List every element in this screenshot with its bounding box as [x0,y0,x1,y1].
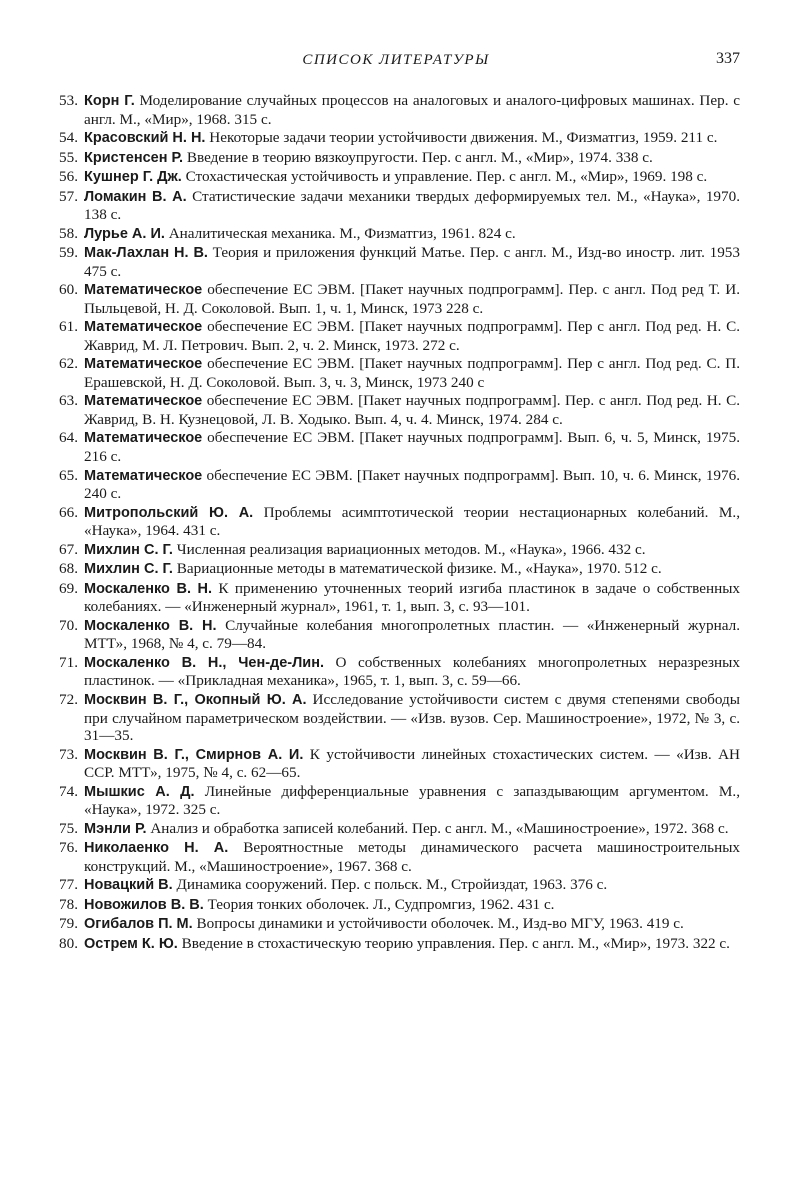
reference-entry [0,820,795,839]
reference-author: Математическое [84,393,203,410]
reference-text: Вариационные методы в математической физике. М., «Наука», 1970. 512 с. [176,560,662,578]
reference-text: Проблемы асимптотической теории нестационарных колебаний. М., «Наука», 1964. 431 с. [84,503,740,540]
reference-entry [0,149,795,168]
reference-number: 76. [59,839,78,857]
reference-author: Мышкис А. Д. [84,783,195,800]
reference-author: Математическое [84,319,203,336]
running-title: СПИСОК ЛИТЕРАТУРЫ [302,52,490,68]
reference-author: Математическое [84,430,203,447]
reference-text: Стохастическая устойчивость и управление. Пер. с англ. М., «Мир», 1969. 198 с. [185,168,708,186]
reference-author: Москвин В. Г., Смирнов А. И. [84,746,304,763]
reference-entry [0,691,795,745]
reference-text: Аналитическая механика. М., Физматгиз, 1961. 824 с. [168,224,516,242]
reference-author: Корн Г. [84,93,135,109]
reference-entry [0,429,795,465]
reference-text: Теория тонких оболочек. Л., Судпромгиз, 1962. 431 с. [207,895,555,913]
reference-number: 58. [59,224,78,242]
reference-text: О собственных колебаниях многопролетных неразрезных пластинок. — «Прикладная механика», 1965, т. 1, вып. 3, с. 59—66. [84,653,740,690]
reference-entry [0,541,795,560]
reference-entry [0,654,795,690]
reference-text: обеспечение ЕС ЭВМ. [Пакет научных подпрограмм]. Вып. 6, ч. 5, Минск, 1975. 216 с. [84,429,741,466]
reference-number: 63. [59,392,78,410]
reference-text: Вероятностные методы динамического расчета машиностроительных конструкций. М., «Машиностроение», 1967. 368 с. [84,839,740,875]
reference-number: 77. [59,876,78,894]
reference-text: Исследование устойчивости систем с двумя степенями свободы при случайном параметрическом воздействии. — «Изв. вузов. Сер. Машиностроение», 1972, № 3, с. 31—35. [84,690,740,745]
reference-text: обеспечение ЕС ЭВМ. [Пакет научных подпрограмм]. Пер. с англ. Под ред. Н. С. Жаврид, В. Н. Кузнецовой, Л. В. Ходыко. Вып. 4, ч. 4. Минск, 1974. 284 с. [84,392,740,428]
reference-author: Мак-Лахлан Н. В. [84,245,208,262]
reference-text: обеспечение ЕС ЭВМ. [Пакет научных подпрограмм]. Пер с англ. Под ред. С. П. Ерашевской, Н. Д. Соколовой. Вып. 3, ч. 3, Минск, 1973 240 с [84,355,740,391]
reference-author: Митропольский Ю. А. [84,504,254,521]
reference-text: Численная реализация вариационных методов. М., «Наука», 1966. 432 с. [176,540,646,558]
reference-entry [0,617,795,653]
reference-entry [0,188,795,224]
reference-number: 74. [59,782,78,800]
reference-text: Статистические задачи механики твердых деформируемых тел. М., «Наука», 1970. 138 с. [84,187,740,224]
reference-author: Кристенсен Р. [84,149,184,166]
reference-text: Анализ и обработка записей колебаний. Пер. с англ. М., «Машиностроение», 1972. 368 с. [150,819,729,837]
reference-number: 57. [59,187,78,205]
reference-number: 64. [59,429,78,447]
reference-entry [0,935,795,954]
reference-text: К применению уточненных теорий изгиба пластинок в задаче о собственных колебаниях. — «Инженерный журнал», 1961, т. 1, вып. 3, с. 93—101. [84,579,741,616]
reference-text: Моделирование случайных процессов на аналоговых и аналого-цифровых машинах. Пер. с англ. М., «Мир», 1968. 315 с. [84,92,740,128]
reference-author: Красовский Н. Н. [84,130,206,147]
reference-author: Математическое [84,356,203,373]
reference-entry [0,839,795,875]
reference-entry [0,560,795,579]
reference-number: 79. [59,915,78,933]
reference-text: Случайные колебания многопролетных пластин. — «Инженерный журнал. МТТ», 1968, № 4, с. 79—84. [84,616,740,653]
reference-entry [0,168,795,187]
reference-text: Теория и приложения функций Матье. Пер. с англ. М., Изд-во иностр. лит. 1953 475 с. [84,244,740,280]
reference-entry [0,876,795,895]
reference-entry [0,92,795,128]
reference-number: 68. [59,560,78,578]
reference-author: Острем К. Ю. [84,935,178,952]
reference-entry [0,244,795,280]
reference-number: 56. [59,168,78,186]
reference-author: Новожилов В. В. [84,896,204,913]
reference-entry [0,915,795,934]
reference-entry [0,225,795,244]
reference-number: 67. [59,540,78,558]
reference-number: 78. [59,895,78,913]
reference-entry [0,281,795,317]
reference-entry [0,896,795,915]
reference-entry [0,129,795,148]
reference-text: Некоторые задачи теории устойчивости движения. М., Физматгиз, 1959. 211 с. [209,129,718,147]
reference-author: Мэнли Р. [84,820,147,837]
reference-number: 55. [59,148,78,166]
reference-entry [0,318,795,354]
reference-author: Москвин В. Г., Окопный Ю. А. [84,691,307,708]
reference-text: Динамика сооружений. Пер. с польск. М., Стройиздат, 1963. 376 с. [176,876,608,894]
reference-text: Вопросы динамики и устойчивости оболочек. М., Изд-во МГУ, 1963. 419 с. [196,915,684,933]
reference-author: Лурье А. И. [84,225,165,242]
reference-number: 61. [59,318,78,336]
reference-entry [0,504,795,540]
reference-list [0,92,795,954]
reference-author: Москаленко В. Н., Чен-де-Лин. [84,654,325,671]
reference-number: 65. [59,466,78,484]
reference-text: Введение в теорию вязкоупругости. Пер. с англ. М., «Мир», 1974. 338 с. [186,148,653,166]
reference-entry [0,746,795,782]
page-header [52,50,740,74]
reference-entry [0,783,795,819]
reference-text: Линейные дифференциальные уравнения с запаздывающим аргументом. М., «Наука», 1972. 325 с. [84,782,741,819]
reference-number: 54. [59,129,78,147]
reference-number: 73. [59,745,78,763]
reference-number: 66. [59,503,78,521]
reference-author: Огибалов П. М. [84,916,193,933]
reference-entry [0,392,795,428]
reference-text: Введение в стохастическую теорию управления. Пер. с англ. М., «Мир», 1973. 322 с. [181,934,730,952]
reference-author: Новацкий В. [84,877,173,894]
reference-number: 59. [59,244,78,262]
reference-author: Москаленко В. Н. [84,580,213,597]
reference-number: 70. [59,616,78,634]
reference-number: 53. [59,92,78,109]
reference-author: Кушнер Г. Дж. [84,169,182,186]
reference-author: Математическое [84,467,203,484]
reference-author: Ломакин В. А. [84,188,187,205]
reference-entry [0,467,795,503]
reference-text: обеспечение ЕС ЭВМ. [Пакет научных подпрограмм]. Пер с англ. Под ред. Н. С. Жаврид, М. Л. Петрович. Вып. 2, ч. 2. Минск, 1973. 272 с. [84,318,740,354]
reference-author: Математическое [84,282,203,299]
reference-entry [0,355,795,391]
reference-entry [0,580,795,616]
reference-number: 80. [59,934,78,952]
reference-text: обеспечение ЕС ЭВМ. [Пакет научных подпрограмм]. Вып. 10, ч. 6. Минск, 1976. 240 с. [84,466,740,503]
reference-author: Михлин С. Г. [84,561,173,578]
reference-text: обеспечение ЕС ЭВМ. [Пакет научных подпрограмм]. Пер. с англ. Под ред Т. И. Пыльцевой, Н. Д. Соколовой. Вып. 1, ч. 1, Минск, 1973 228 с. [84,281,741,317]
reference-author: Москаленко В. Н. [84,617,217,634]
reference-number: 60. [59,281,78,299]
reference-number: 72. [59,690,78,708]
reference-number: 62. [59,355,78,373]
reference-number: 69. [59,579,78,597]
reference-number: 71. [59,653,78,671]
reference-author: Михлин С. Г. [84,541,173,558]
reference-author: Николаенко Н. А. [84,840,229,857]
page-number: 337 [716,50,740,67]
reference-text: К устойчивости линейных стохастических систем. — «Изв. АН ССР. МТТ», 1975, № 4, с. 62—65. [84,745,741,782]
reference-number: 75. [59,819,78,837]
